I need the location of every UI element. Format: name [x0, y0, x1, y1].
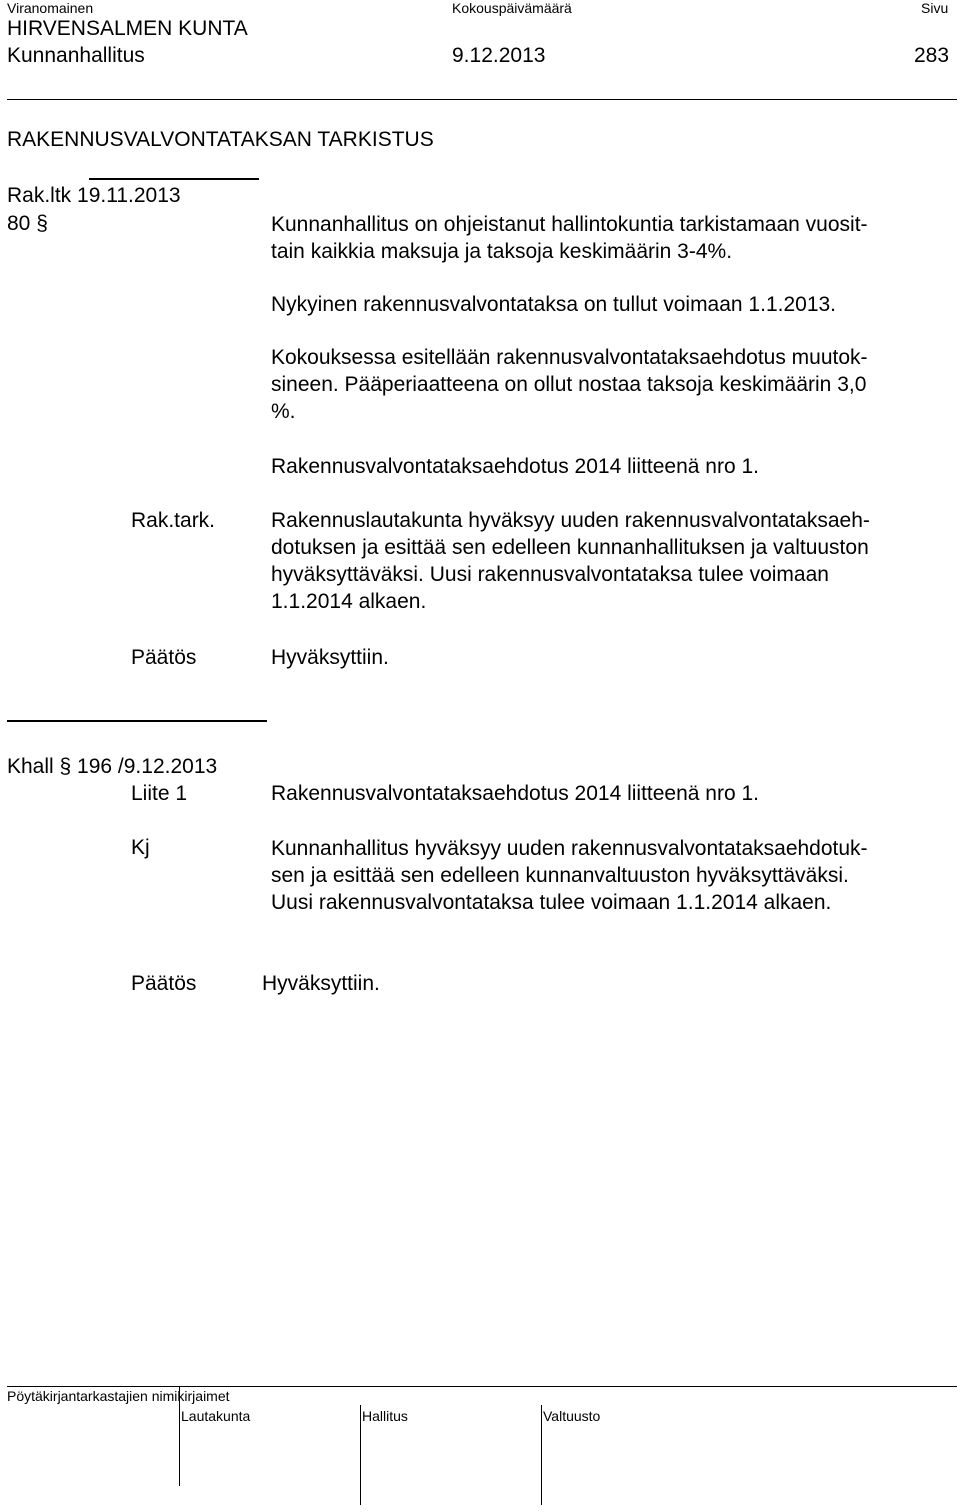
decision2-text: Hyväksyttiin.	[262, 972, 380, 995]
footer-col-valtuusto: Valtuusto	[543, 1408, 601, 1424]
body-name: Kunnanhallitus	[7, 44, 145, 67]
text-line: Kunnanhallitus on ohjeistanut hallintokuntia tarkistamaan vuosit-	[271, 213, 868, 236]
reference-rak-ltk: Rak.ltk 19.11.2013	[7, 184, 181, 207]
header-col3-label: Sivu	[921, 0, 949, 16]
attachment-note: Rakennusvalvontataksaehdotus 2014 liitteenä nro 1.	[271, 455, 760, 478]
kj-label: Kj	[131, 836, 150, 859]
header-divider	[7, 99, 957, 100]
meeting-date: 9.12.2013	[452, 44, 546, 67]
title-underline	[89, 178, 259, 180]
rak-tark-label: Rak.tark.	[131, 509, 216, 532]
footer-separator	[541, 1405, 542, 1505]
section-separator	[7, 720, 267, 722]
proposal-paragraph	[271, 344, 868, 425]
rak-tark-paragraph	[271, 507, 870, 615]
header-col1-label: Viranomainen	[7, 0, 94, 16]
text-line: Kunnanhallitus hyväksyy uuden rakennusvalvontataksaehdotuk-	[271, 837, 868, 860]
organization-name: HIRVENSALMEN KUNTA	[7, 17, 248, 40]
page-number: 283	[914, 44, 950, 67]
attachment2-label: Liite 1	[131, 782, 188, 805]
footer-separator	[179, 1386, 180, 1486]
footer-title: Pöytäkirjantarkastajien nimikirjaimet	[7, 1388, 230, 1404]
header-col2-label: Kokouspäivämäärä	[452, 0, 572, 16]
text-line: tain kaikkia maksuja ja taksoja keskimäärin 3-4%.	[271, 240, 733, 263]
reference-paragraph-number: 80 §	[7, 212, 48, 235]
decision2-label: Päätös	[131, 972, 197, 995]
text-line: sineen. Pääperiaatteena on ollut nostaa taksoja keskimäärin 3,0	[271, 373, 867, 396]
reference-khall: Khall § 196 /9.12.2013	[7, 755, 218, 778]
section-title: RAKENNUSVALVONTATAKSAN TARKISTUS	[7, 128, 434, 151]
current-tariff-paragraph: Nykyinen rakennusvalvontataksa on tullut voimaan 1.1.2013.	[271, 293, 837, 316]
kj-paragraph	[271, 835, 868, 916]
text-line: Uusi rakennusvalvontataksa tulee voimaan 1.1.2014 alkaen.	[271, 891, 832, 914]
text-line: hyväksyttäväksi. Uusi rakennusvalvontataksa tulee voimaan	[271, 563, 829, 586]
text-line: dotuksen ja esittää sen edelleen kunnanhallituksen ja valtuuston	[271, 536, 869, 559]
decision1-text: Hyväksyttiin.	[271, 646, 389, 669]
text-line: sen ja esittää sen edelleen kunnanvaltuuston hyväksyttäväksi.	[271, 864, 849, 887]
decision1-label: Päätös	[131, 646, 197, 669]
footer-col-lautakunta: Lautakunta	[181, 1408, 251, 1424]
text-line: %.	[271, 400, 296, 423]
text-line: 1.1.2014 alkaen.	[271, 590, 427, 613]
intro-paragraph	[271, 211, 868, 265]
text-line: Rakennuslautakunta hyväksyy uuden rakennusvalvontataksaeh-	[271, 509, 870, 532]
text-line: Kokouksessa esitellään rakennusvalvontataksaehdotus muutok-	[271, 346, 868, 369]
attachment2-text: Rakennusvalvontataksaehdotus 2014 liitteenä nro 1.	[271, 782, 760, 805]
footer-separator	[360, 1405, 361, 1505]
footer-divider	[7, 1386, 957, 1387]
footer-col-hallitus: Hallitus	[362, 1408, 408, 1424]
